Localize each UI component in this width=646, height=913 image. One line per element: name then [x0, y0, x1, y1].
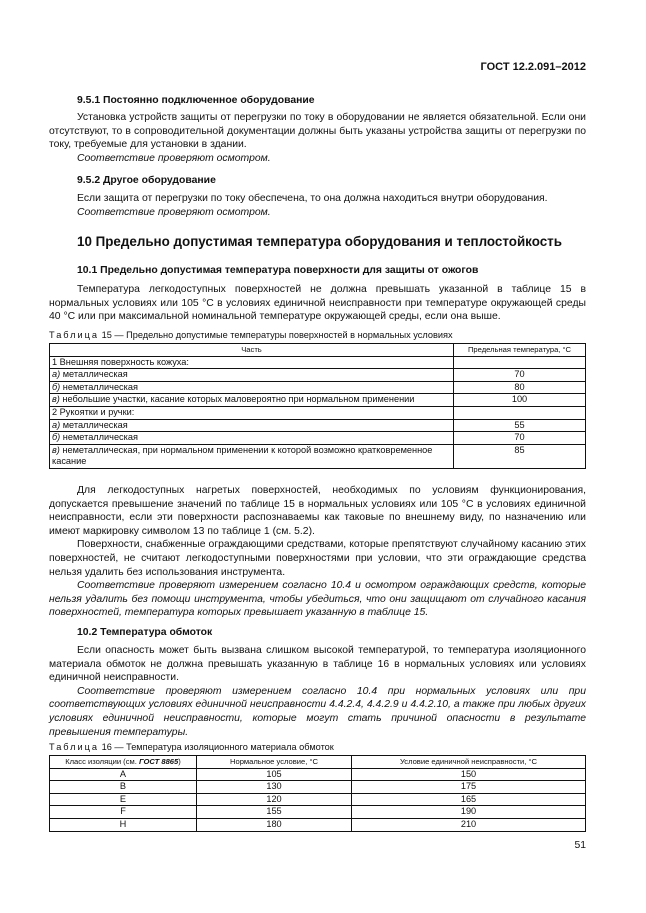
cell-fault: 190 — [352, 806, 586, 819]
cell-class: B — [50, 781, 197, 794]
item-mark: в) — [52, 394, 60, 405]
item-mark: а) — [52, 419, 61, 430]
column-header: Условие единичной неисправности, °С — [352, 756, 586, 769]
cell-normal: 120 — [197, 793, 352, 806]
item-mark: б) — [52, 432, 61, 443]
document-id: ГОСТ 12.2.091–2012 — [480, 61, 586, 73]
cell-normal: 105 — [197, 768, 352, 781]
table-15 — [49, 343, 586, 469]
table-row — [50, 369, 586, 382]
table-row — [50, 356, 586, 369]
cell-part — [50, 406, 454, 419]
paragraph: Если защита от перегрузки по току обеспечена, то она должна находиться внутри оборудования. — [77, 193, 548, 204]
paragraph: Установка устройств защиты от перегрузки по току в оборудовании не является обязательной. Если они отсутствуют, то в сопроводительной документации должны быть указаны устройства защиты от перегрузки по току, требуемые для установки в здании. — [49, 112, 586, 151]
caption-text: 16 — Температура изоляционного материала обмоток — [101, 742, 334, 752]
heading-9-5-1: 9.5.1 Постоянно подключенное оборудование — [77, 95, 315, 106]
cell-part — [50, 369, 454, 382]
cell-class: F — [50, 806, 197, 819]
paragraph-compliance: Соответствие проверяют осмотром. — [77, 206, 271, 218]
heading-10: 10 Предельно допустимая температура оборудования и теплостойкость — [77, 234, 562, 249]
cell-value: 55 — [454, 419, 586, 432]
paragraph: Поверхности, снабженные ограждающими средствами, которые препятствуют случайному касанию этих поверхностей, не считают легкодоступными поверхностями при условии, что эти ограждающие средства нельзя удалить без использования инструмента. — [49, 539, 586, 578]
cell-value: 70 — [454, 369, 586, 382]
item-mark: в) — [52, 444, 60, 455]
item-text: металлическая — [60, 419, 128, 430]
item-mark: б) — [52, 381, 61, 392]
cell-part — [50, 419, 454, 432]
item-text: небольшие участки, касание которых маловероятно при нормальном применении — [59, 394, 415, 405]
heading-10-2: 10.2 Температура обмоток — [77, 627, 213, 638]
cell-class: A — [50, 768, 197, 781]
caption-label: Таблица — [49, 742, 100, 752]
table-row — [50, 781, 586, 794]
item-text: 1 Внешняя поверхность кожуха: — [52, 356, 189, 367]
header-text: Класс изоляции (см. — [65, 757, 139, 766]
item-text: неметаллическая — [60, 432, 138, 443]
caption-label: Таблица — [49, 330, 100, 340]
section-9-5-2-body — [49, 192, 586, 219]
table-header-row — [50, 756, 586, 769]
table-row — [50, 444, 586, 468]
cell-part — [50, 394, 454, 407]
table-15-caption — [49, 330, 453, 340]
paragraph: Для легкодоступных нагретых поверхностей, необходимых по условиям функционирования, допускается превышение значений по таблице 15 в нормальных условиях или 105 °С в условиях единичной неисправности, если эти поверхности распознаваемы как таковые по внешнему виду, по назначению или имеют маркировку символом 13 по таблице 1 (см. 5.2). — [49, 485, 586, 537]
table-row — [50, 768, 586, 781]
table-row — [50, 394, 586, 407]
paragraph-compliance: Соответствие проверяют измерением согласно 10.4 и осмотром ограждающих средств, которые нельзя удалить без помощи инструмента, чтобы убедиться, что они защищают от случайного касания поверхностей, температура которых превышает указанную в таблице 15. — [49, 580, 586, 619]
paragraph-compliance: Соответствие проверяют осмотром. — [77, 152, 271, 164]
cell-value — [454, 406, 586, 419]
header-text: ) — [178, 757, 181, 766]
column-header — [50, 756, 197, 769]
item-text: металлическая — [60, 369, 128, 380]
cell-class: H — [50, 818, 197, 831]
table-row — [50, 406, 586, 419]
cell-value: 100 — [454, 394, 586, 407]
heading-10-1: 10.1 Предельно допустимая температура поверхности для защиты от ожогов — [77, 265, 479, 276]
column-header: Предельная температура, °С — [454, 344, 586, 357]
cell-part — [50, 444, 454, 468]
table-row — [50, 432, 586, 445]
cell-value: 85 — [454, 444, 586, 468]
cell-value — [454, 356, 586, 369]
section-10-2-body — [49, 644, 586, 739]
section-10-1-body — [49, 484, 586, 620]
table-row — [50, 381, 586, 394]
column-header: Нормальное условие, °С — [197, 756, 352, 769]
table-16-caption — [49, 742, 334, 752]
table-row — [50, 806, 586, 819]
item-text: неметаллическая, при нормальном применении к которой возможно кратковременное касание — [52, 444, 433, 467]
cell-normal: 155 — [197, 806, 352, 819]
cell-fault: 210 — [352, 818, 586, 831]
table-row — [50, 419, 586, 432]
item-text: 2 Рукоятки и ручки: — [52, 406, 135, 417]
table-16 — [49, 755, 586, 832]
cell-normal: 130 — [197, 781, 352, 794]
page-number: 51 — [574, 840, 586, 851]
cell-class: E — [50, 793, 197, 806]
table-row — [50, 793, 586, 806]
section-9-5-1-body — [49, 111, 586, 165]
table-header-row — [50, 344, 586, 357]
standard-ref: ГОСТ 8865 — [138, 757, 179, 766]
cell-fault: 175 — [352, 781, 586, 794]
column-header: Часть — [50, 344, 454, 357]
cell-part — [50, 381, 454, 394]
cell-value: 80 — [454, 381, 586, 394]
heading-9-5-2: 9.5.2 Другое оборудование — [77, 175, 216, 186]
cell-value: 70 — [454, 432, 586, 445]
cell-part — [50, 356, 454, 369]
cell-part — [50, 432, 454, 445]
table-row — [50, 818, 586, 831]
cell-normal: 180 — [197, 818, 352, 831]
caption-text: 15 — Предельно допустимые температуры поверхностей в нормальных условиях — [101, 330, 453, 340]
paragraph-compliance: Соответствие проверяют измерением согласно 10.4 при нормальных условиях или при соответствующих условиях единичной неисправности 4.4.2.4, 4.4.2.9 и 4.4.2.10, а также при любых других условиях единичной неисправности, которые могут стать причиной опасности в результате превышения температуры. — [49, 685, 586, 738]
section-10-1-intro — [49, 283, 586, 324]
cell-fault: 165 — [352, 793, 586, 806]
paragraph: Если опасность может быть вызвана слишком высокой температурой, то температура изоляционного материала обмоток не должна превышать указанную в таблице 16 в нормальных условиях или условиях единичной неисправности. — [49, 645, 586, 684]
item-text: неметаллическая — [60, 381, 138, 392]
paragraph: Температура легкодоступных поверхностей не должна превышать указанной в таблице 15 в нормальных условиях или 105 °С в условиях единичной неисправности при температуре окружающей среды 40 °С или при максимальной номинальной температуре окружающей среды, если она выше. — [49, 284, 586, 323]
item-mark: а) — [52, 369, 61, 380]
cell-fault: 150 — [352, 768, 586, 781]
